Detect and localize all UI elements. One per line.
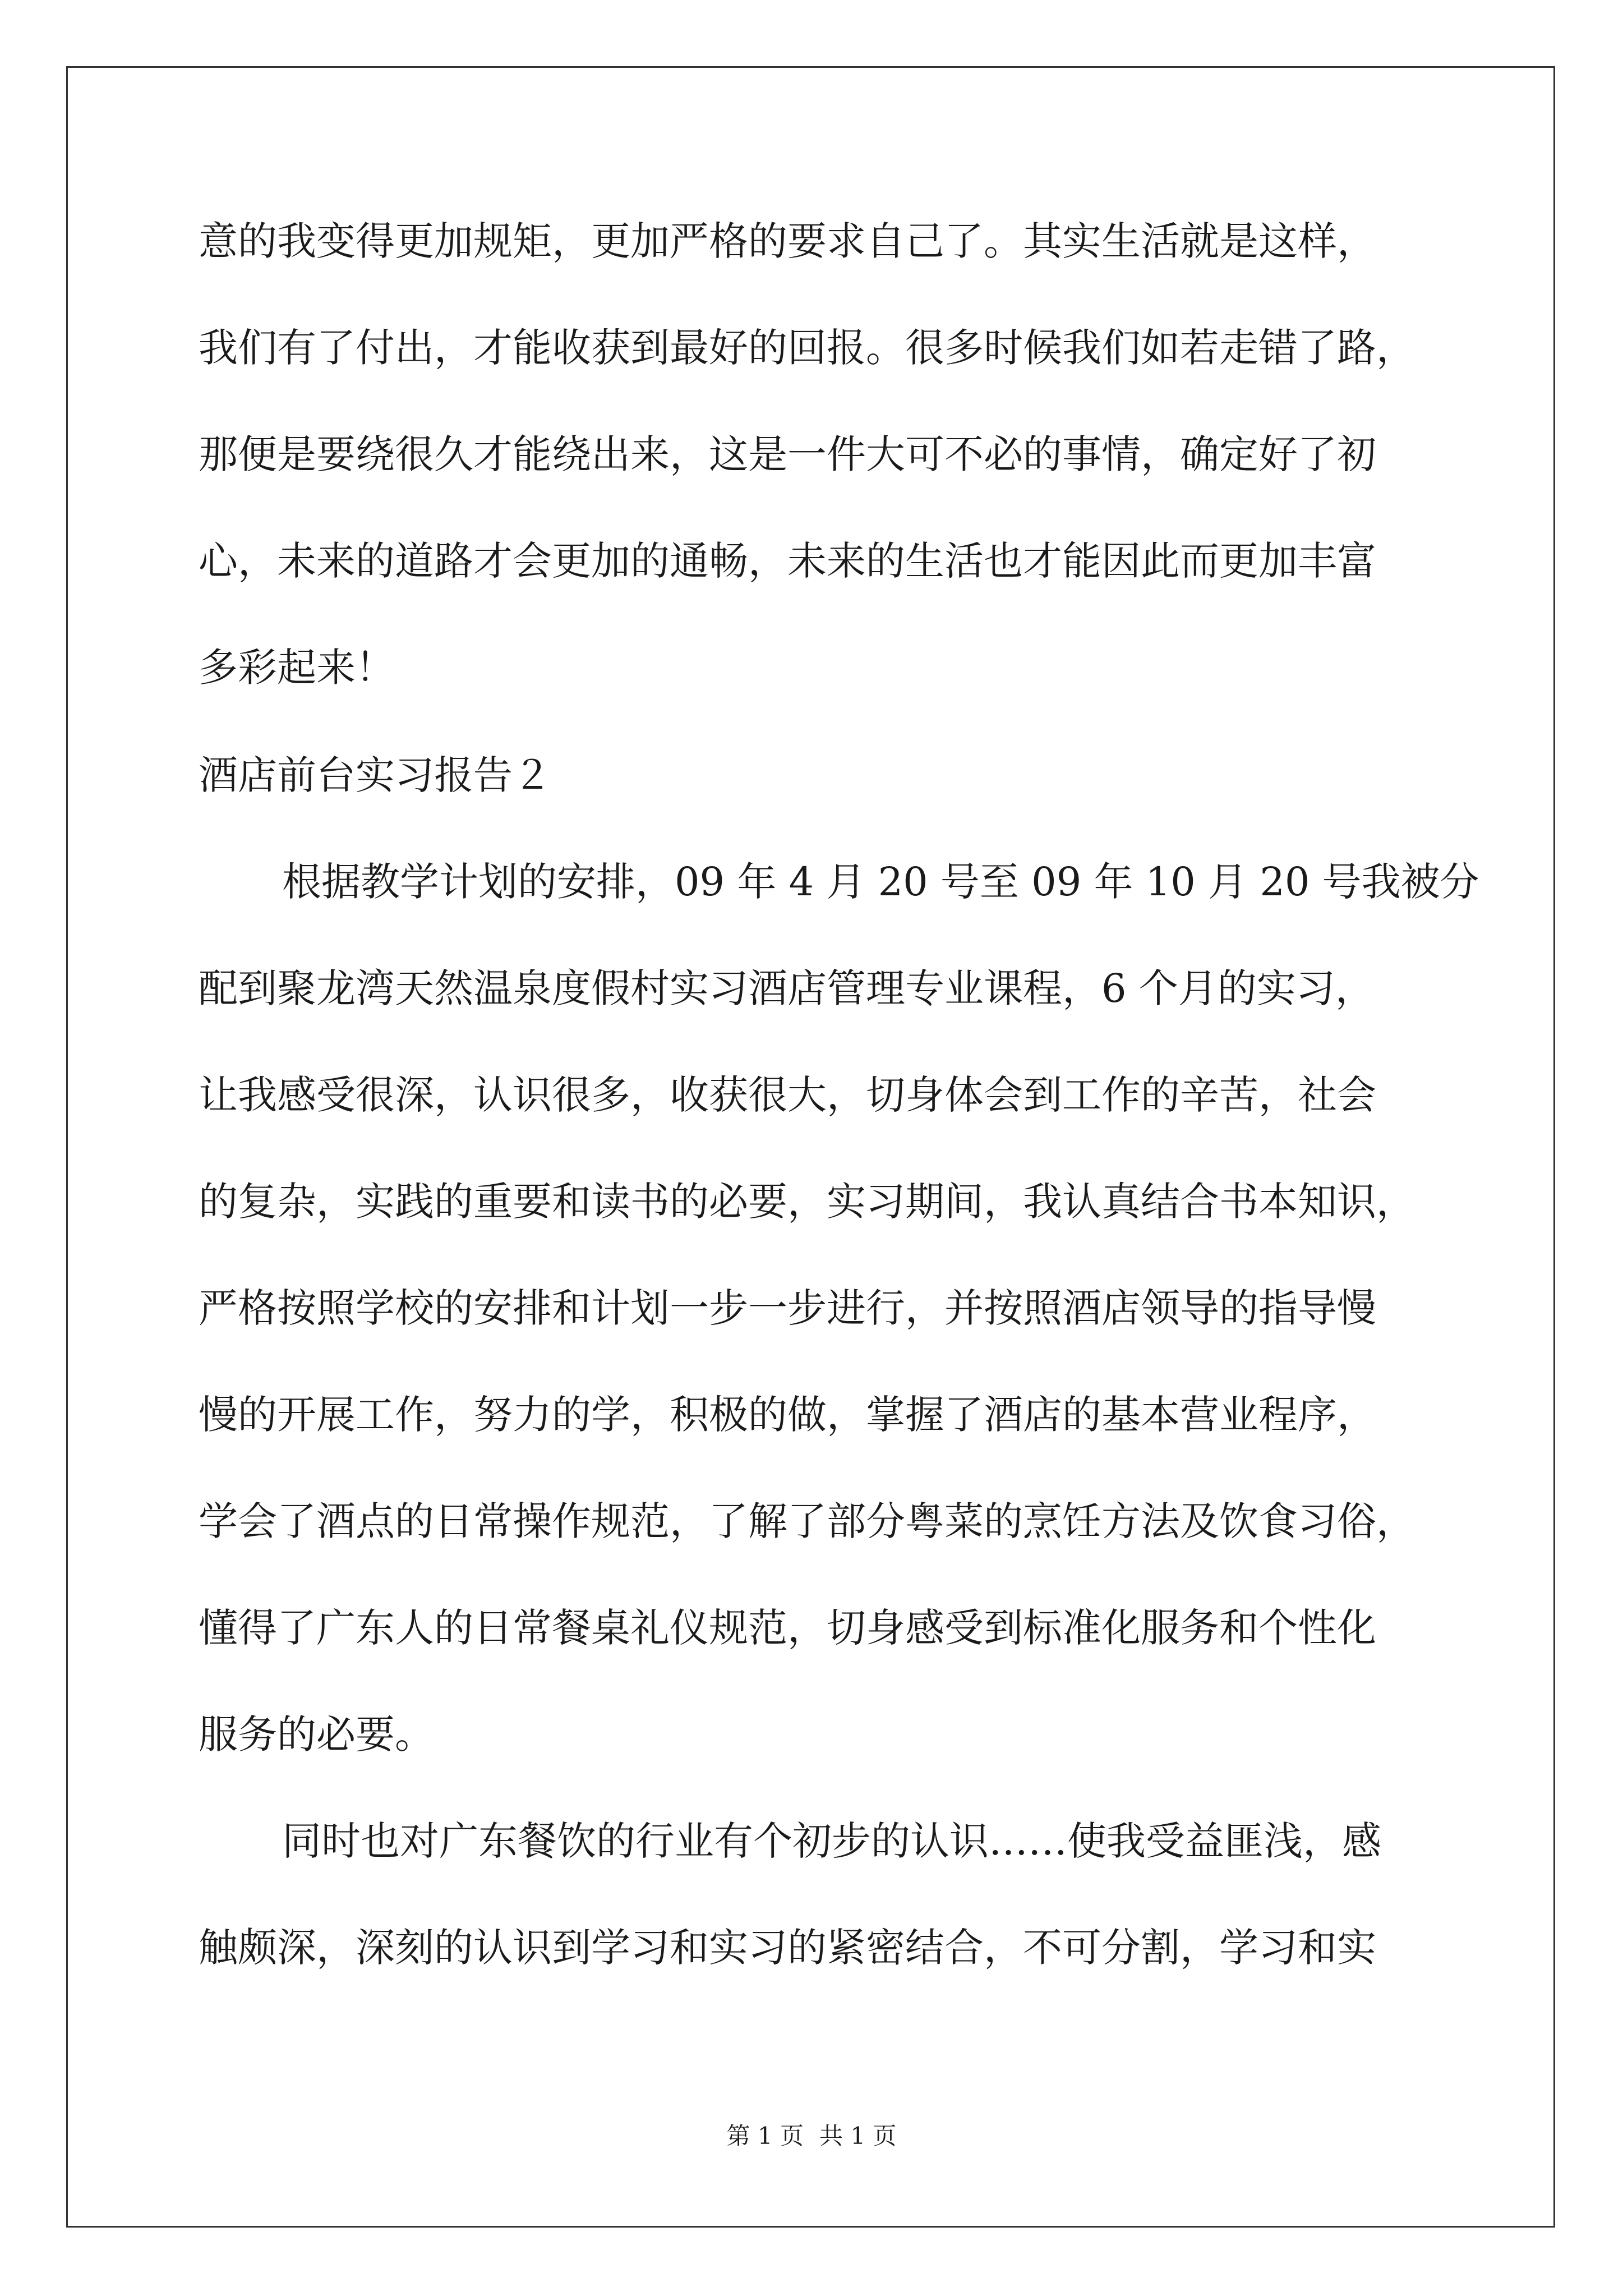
- text-line: 严格按照学校的安排和计划一步一步进行，并按照酒店领导的指导慢: [199, 1285, 1376, 1331]
- text-line: 的复杂，实践的重要和读书的必要，实习期间，我认真结合书本知识，: [199, 1179, 1415, 1225]
- text-line: 让我感受很深，认识很多，收获很大，切身体会到工作的辛苦，社会: [199, 1072, 1376, 1118]
- text-line: 懂得了广东人的日常餐桌礼仪规范，切身感受到标准化服务和个性化: [199, 1605, 1376, 1651]
- text-line: 同时也对广东餐饮的行业有个初步的认识……使我受益匪浅，感: [282, 1818, 1381, 1864]
- text-line: 配到聚龙湾天然温泉度假村实习酒店管理专业课程，6 个月的实习，: [199, 965, 1375, 1011]
- text-line: 意的我变得更加规矩，更加严格的要求自己了。其实生活就是这样，: [199, 218, 1376, 264]
- page-number: 第 1 页: [726, 2122, 804, 2150]
- text-line: 那便是要绕很久才能绕出来，这是一件大可不必的事情，确定好了初: [199, 431, 1376, 477]
- text-line: 慢的开展工作，努力的学，积极的做，掌握了酒店的基本营业程序，: [199, 1392, 1376, 1438]
- page-border: [66, 66, 1555, 2228]
- page-total: 共 1 页: [819, 2122, 897, 2150]
- page-footer: [0, 2119, 1623, 2153]
- text-line: 根据教学计划的安排，09 年 4 月 20 号至 09 年 10 月 20 号我被分: [282, 859, 1479, 905]
- section-heading: 酒店前台实习报告２: [199, 752, 552, 798]
- text-line: 触颇深，深刻的认识到学习和实习的紧密结合，不可分割，学习和实: [199, 1925, 1376, 1971]
- text-line: 服务的必要。: [199, 1711, 434, 1757]
- text-line: 学会了酒点的日常操作规范，了解了部分粤菜的烹饪方法及饮食习俗，: [199, 1498, 1415, 1544]
- text-line: 心，未来的道路才会更加的通畅，未来的生活也才能因此而更加丰富: [199, 538, 1376, 584]
- text-line: 多彩起来！: [199, 645, 395, 691]
- text-line: 我们有了付出，才能收获到最好的回报。很多时候我们如若走错了路，: [199, 325, 1415, 371]
